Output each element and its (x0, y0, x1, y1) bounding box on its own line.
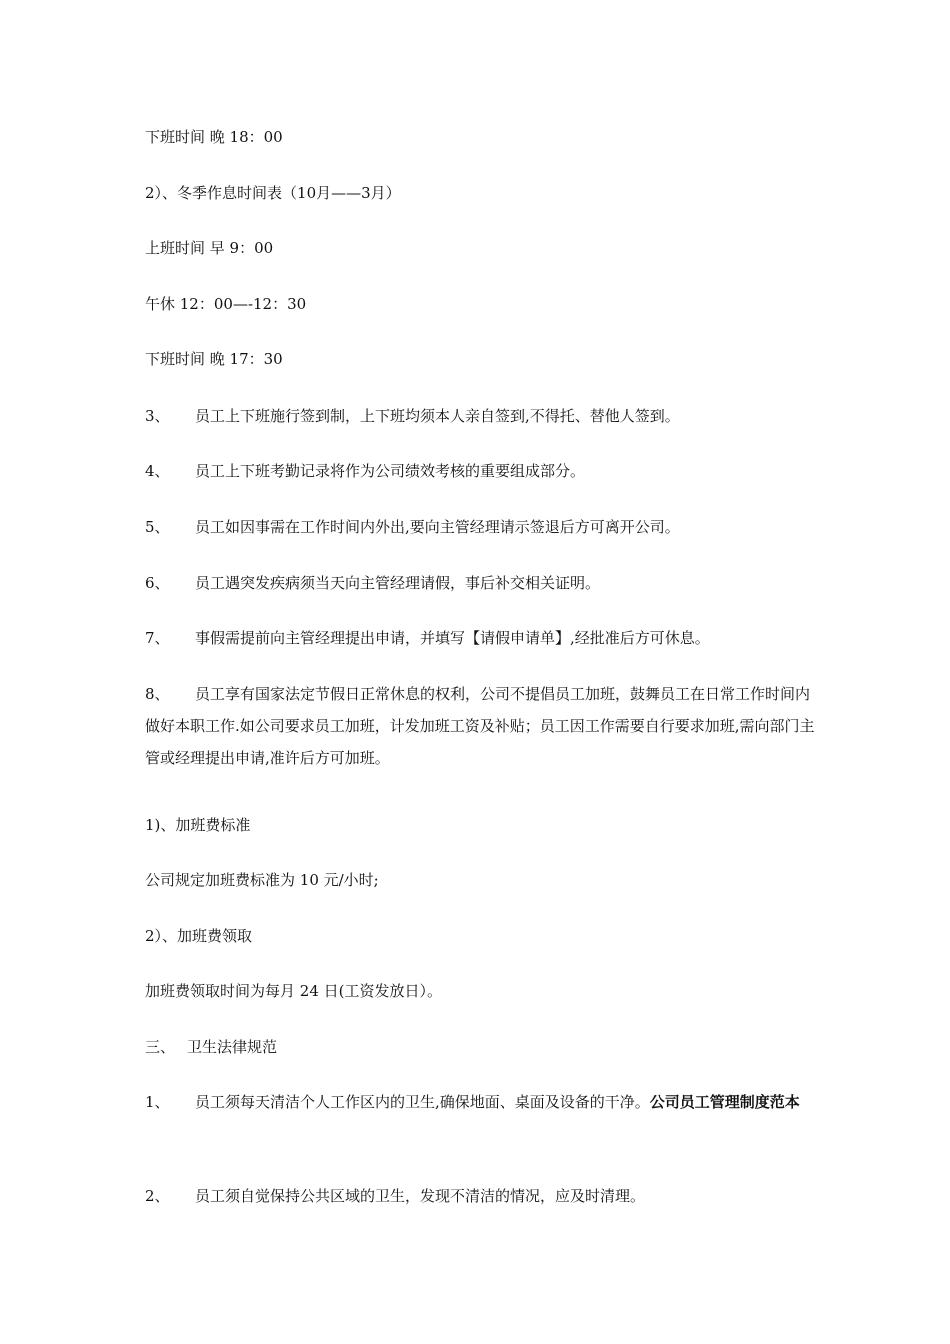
hygiene-item-number: 1、 (145, 1093, 170, 1111)
lunch-break-winter: 午休 12：00—-12：30 (145, 295, 307, 313)
rule-item-text: 员工享有国家法定节假日正常休息的权利，公司不提倡员工加班，鼓舞员工在日常工作时间内做好本职工作.如公司要求员工加班，计发加班工资及补贴；员工因工作需要自行要求加班,需向部门主管或经理提出申请,准许后方可加班。 (145, 685, 815, 767)
rule-item-number: 3、 (145, 407, 170, 425)
section-number: 三、 (145, 1038, 176, 1056)
rule-item-text: 员工如因事需在工作时间内外出,要向主管经理请示签退后方可离开公司。 (195, 518, 680, 536)
rule-item-number: 4、 (145, 462, 170, 480)
rule-item-number: 8、 (145, 685, 170, 703)
rule-item-5 (145, 517, 815, 537)
rule-item-number: 5、 (145, 518, 170, 536)
overtime-standard-text: 公司规定加班费标准为 10 元/小时; (145, 871, 379, 889)
rule-item-text: 员工上下班施行签到制，上下班均须本人亲自签到,不得托、替他人签到。 (195, 407, 680, 425)
winter-schedule-heading: 2）、冬季作息时间表（10月——3月） (145, 184, 401, 202)
hygiene-item-text: 员工须每天清洁个人工作区内的卫生,确保地面、桌面及设备的干净。 (195, 1093, 650, 1111)
overtime-standard-heading: 1)、加班费标准 (145, 816, 251, 834)
rule-item-text: 员工遇突发疾病须当天向主管经理请假，事后补交相关证明。 (195, 574, 601, 592)
rule-item-3 (145, 406, 815, 426)
document-title-inline: 公司员工管理制度范本 (649, 1093, 800, 1111)
hygiene-item-text: 员工须自觉保持公共区域的卫生，发现不清洁的情况，应及时清理。 (195, 1187, 646, 1205)
overtime-pay-heading: 2）、加班费领取 (145, 927, 253, 945)
hygiene-item-number: 2、 (145, 1187, 170, 1205)
rule-item-number: 7、 (145, 629, 170, 647)
section-3-heading (145, 1037, 815, 1057)
off-work-time-summer: 下班时间 晚 18：00 (145, 128, 283, 146)
on-work-time-winter: 上班时间 早 9：00 (145, 239, 274, 257)
rule-item-text: 事假需提前向主管经理提出申请，并填写【请假申请单】,经批准后方可休息。 (195, 629, 710, 647)
overtime-pay-text: 加班费领取时间为每月 24 日(工资发放日）。 (145, 982, 442, 1000)
rule-item-4 (145, 461, 815, 481)
rule-item-number: 6、 (145, 574, 170, 592)
rule-item-8 (145, 678, 815, 774)
rule-item-text: 员工上下班考勤记录将作为公司绩效考核的重要组成部分。 (195, 462, 586, 480)
rule-item-6 (145, 573, 815, 593)
hygiene-item-1 (145, 1086, 815, 1118)
off-work-time-winter: 下班时间 晚 17：30 (145, 350, 283, 368)
rule-item-7 (145, 628, 815, 648)
hygiene-item-2 (145, 1186, 815, 1206)
section-title: 卫生法律规范 (187, 1038, 278, 1056)
